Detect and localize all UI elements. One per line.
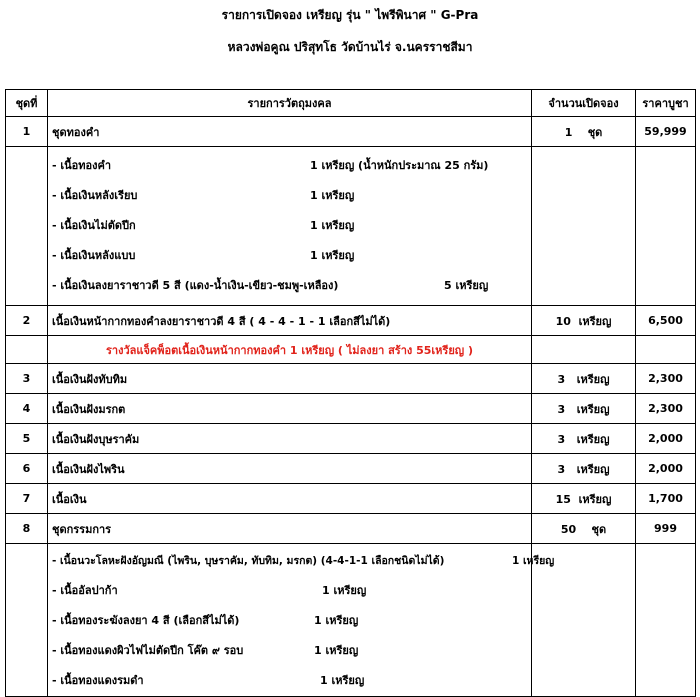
set-contents-cell [48,147,532,306]
reservation-table [5,89,696,697]
empty-cell [6,544,48,697]
jackpot-note: รางวัลแจ็คพ็อตเนื้อเงินหน้ากากทองคำ 1 เหรียญ ( ไม่ลงยา สร้าง 55เหรียญ ) [48,336,532,364]
list-item [52,636,527,666]
list-item [52,666,527,696]
set-contents-cell [48,544,555,697]
price-cell: 2,300 [636,394,696,424]
set-name: เนื้อเงินฝังมรกต [48,394,532,424]
table-row [6,394,696,424]
item-quantity: 1 เหรียญ [310,249,355,262]
document-subtitle: หลวงพ่อคูณ ปริสุทโธ วัดบ้านไร่ จ.นครราชสีมา [227,40,473,54]
table-row [6,484,696,514]
list-item [52,271,527,301]
document-title: รายการเปิดจอง เหรียญ รุ่น " ไพรีพินาศ " G-Pra [221,8,479,22]
list-item [52,241,527,271]
item-quantity: 1 เหรียญ [310,189,355,202]
quantity-value: 1 [564,125,573,139]
set-name: เนื้อเงินฝังทับทิม [48,364,532,394]
set-number: 3 [6,364,48,394]
quantity-cell [532,454,636,484]
table-row [6,306,696,336]
item-quantity: 1 เหรียญ [320,674,365,687]
quantity-unit: เหรียญ [576,432,610,446]
list-item [52,211,527,241]
empty-cell [636,147,696,306]
set-number: 4 [6,394,48,424]
set-number: 7 [6,484,48,514]
item-name: - เนื้อเงินหลังเรียบ [52,189,138,202]
quantity-cell [532,306,636,336]
item-name: - เนื้อเงินไม่ตัดปีก [52,219,136,232]
quantity-unit: เหรียญ [576,462,610,476]
price-cell: 999 [636,514,696,544]
set-contents-row [6,147,696,306]
empty-cell [636,544,696,697]
quantity-unit: เหรียญ [576,372,610,386]
quantity-cell [532,484,636,514]
item-quantity: 1 เหรียญ [322,584,367,597]
item-quantity: 5 เหรียญ [444,279,489,292]
set-number: 2 [6,306,48,336]
quantity-unit: ชุด [591,522,607,536]
table-row [6,424,696,454]
empty-cell [6,147,48,306]
empty-cell [636,336,696,364]
item-quantity: 1 เหรียญ [314,644,359,657]
quantity-value: 3 [557,432,566,446]
set-name: ชุดทองคำ [48,117,532,147]
table-row [6,514,696,544]
column-header-price: ราคาบูชา [636,90,696,117]
item-quantity: 1 เหรียญ [512,555,555,567]
set-number: 1 [6,117,48,147]
quantity-unit: เหรียญ [578,492,612,506]
empty-cell [6,336,48,364]
item-name: - เนื้อทองแดงรมดำ [52,674,144,687]
empty-cell [532,147,636,306]
quantity-cell [532,364,636,394]
quantity-cell [532,394,636,424]
price-cell: 2,000 [636,424,696,454]
set-name: เนื้อเงินฝังบุษราคัม [48,424,532,454]
set-number: 5 [6,424,48,454]
quantity-cell [532,117,636,147]
quantity-cell [532,514,636,544]
item-name: - เนื้อทองคำ [52,159,112,172]
item-quantity: 1 เหรียญ (น้ำหนักประมาณ 25 กรัม) [310,159,489,172]
price-cell: 2,000 [636,454,696,484]
quantity-unit: ชุด [587,125,603,139]
set-contents-row [6,544,696,697]
table-row [6,454,696,484]
item-quantity: 1 เหรียญ [314,614,359,627]
table-row [6,364,696,394]
table-row [6,117,696,147]
list-item [52,181,527,211]
item-name: - เนื้อนวะโลหะฝังอัญมณี (ไพริน, บุษราคัม, ทับทิม, มรกต) (4-4-1-1 เลือกชนิดไม่ได้) [52,555,445,567]
prize-note-row [6,336,696,364]
quantity-unit: เหรียญ [578,314,612,328]
item-name: - เนื้อเงินหลังแบบ [52,249,136,262]
quantity-value: 3 [557,372,566,386]
quantity-value: 10 [555,314,571,328]
set-number: 6 [6,454,48,484]
column-header-items: รายการวัตถุมงคล [48,90,532,117]
item-quantity: 1 เหรียญ [310,219,355,232]
table-header-row [6,90,696,117]
list-item [52,606,527,636]
quantity-value: 50 [560,522,577,536]
item-name: - เนื้อทองระฆังลงยา 4 สี (เลือกสีไม่ได้) [52,614,240,627]
price-cell: 1,700 [636,484,696,514]
set-name: เนื้อเงินหน้ากากทองคำลงยาราชาวดี 4 สี ( 4 - 4 - 1 - 1 เลือกสีไม่ได้) [48,306,532,336]
item-name: - เนื้อเงินลงยาราชาวดี 5 สี (แดง-น้ำเงิน-เขียว-ชมพู-เหลือง) [52,279,339,292]
quantity-value: 3 [557,402,566,416]
price-cell: 59,999 [636,117,696,147]
list-item [52,151,527,181]
list-item [52,576,527,606]
set-name: เนื้อเงินฝังไพริน [48,454,532,484]
set-name: เนื้อเงิน [48,484,532,514]
quantity-value: 15 [555,492,571,506]
item-name: - เนื้ออัลปาก้า [52,584,118,597]
quantity-cell [532,424,636,454]
price-cell: 6,500 [636,306,696,336]
column-header-quantity: จำนวนเปิดจอง [532,90,636,117]
quantity-unit: เหรียญ [576,402,610,416]
empty-cell [532,336,636,364]
list-item [52,546,555,576]
set-number: 8 [6,514,48,544]
set-name: ชุดกรรมการ [48,514,532,544]
quantity-value: 3 [557,462,566,476]
item-name: - เนื้อทองแดงผิวไฟไม่ตัดปีก โค๊ต ๙ รอบ [52,644,244,657]
price-cell: 2,300 [636,364,696,394]
column-header-set-number: ชุดที่ [6,90,48,117]
